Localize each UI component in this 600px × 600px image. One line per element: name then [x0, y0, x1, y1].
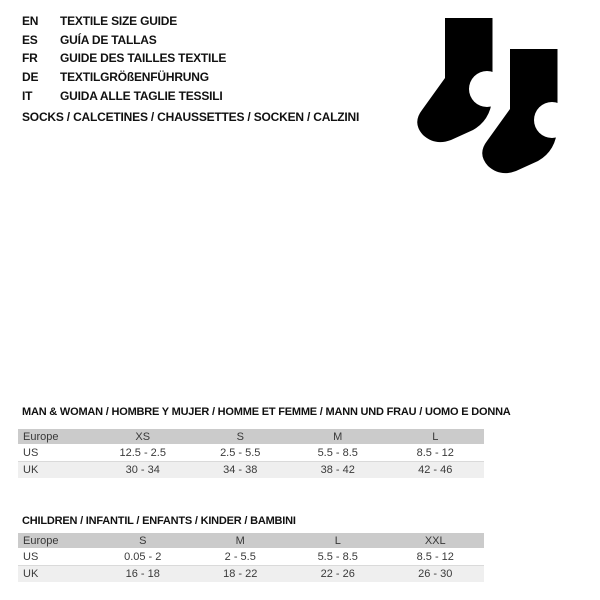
size-cell: 34 - 38 — [192, 462, 290, 479]
language-code: EN — [22, 14, 39, 29]
category-title: SOCKS / CALCETINES / CHAUSSETTES / SOCKEN / CALZINI — [22, 110, 360, 124]
language-row — [22, 68, 226, 87]
size-cell: 5.5 - 8.5 — [289, 548, 387, 566]
language-label: GUIDA ALLE TAGLIE TESSILI — [60, 88, 223, 103]
size-cell: 16 - 18 — [94, 566, 192, 583]
size-cell: 38 - 42 — [289, 462, 387, 479]
size-cell: 42 - 46 — [387, 462, 485, 479]
size-cell: 5.5 - 8.5 — [289, 444, 387, 462]
language-list — [22, 12, 226, 105]
header-cell-size: S — [94, 533, 192, 548]
region-cell: US — [18, 548, 94, 566]
language-label: GUIDE DES TAILLES TEXTILE — [60, 51, 227, 66]
table-row-us — [18, 548, 484, 566]
size-cell: 2 - 5.5 — [192, 548, 290, 566]
language-row — [22, 12, 226, 31]
size-cell: 0.05 - 2 — [94, 548, 192, 566]
size-cell: 12.5 - 2.5 — [94, 444, 192, 462]
table-row-us — [18, 444, 484, 462]
header-cell-size: M — [192, 533, 290, 548]
size-cell: 8.5 - 12 — [387, 548, 485, 566]
region-cell: UK — [18, 462, 94, 479]
region-cell: US — [18, 444, 94, 462]
language-code: ES — [22, 32, 38, 47]
region-cell: UK — [18, 566, 94, 583]
header-cell-size: XXL — [387, 533, 485, 548]
language-code: IT — [22, 88, 33, 103]
language-label: TEXTILGRÖßENFÜHRUNG — [60, 70, 209, 85]
header-cell-size: M — [289, 429, 387, 444]
language-label: GUÍA DE TALLAS — [60, 32, 157, 47]
header-cell-size: S — [192, 429, 290, 444]
size-table-adults — [18, 429, 484, 478]
socks-icon — [411, 18, 563, 176]
size-cell: 22 - 26 — [289, 566, 387, 583]
table-row-uk — [18, 566, 484, 583]
table-title-adults: MAN & WOMAN / HOMBRE Y MUJER / HOMME ET FEMME / MANN UND FRAU / UOMO E DONNA — [22, 406, 511, 418]
size-table-children — [18, 533, 484, 582]
language-row — [22, 49, 226, 68]
table-title-children: CHILDREN / INFANTIL / ENFANTS / KINDER / BAMBINI — [22, 515, 296, 527]
language-row — [22, 31, 226, 50]
header-cell-size: XS — [94, 429, 192, 444]
language-row — [22, 86, 226, 105]
size-cell: 18 - 22 — [192, 566, 290, 583]
language-label: TEXTILE SIZE GUIDE — [60, 14, 178, 29]
table-header-row — [18, 429, 484, 444]
language-code: FR — [22, 51, 38, 66]
header-cell-size: L — [387, 429, 485, 444]
header-cell-region: Europe — [18, 533, 94, 548]
size-cell: 2.5 - 5.5 — [192, 444, 290, 462]
table-row-uk — [18, 462, 484, 479]
size-cell: 26 - 30 — [387, 566, 485, 583]
header-cell-region: Europe — [18, 429, 94, 444]
header-cell-size: L — [289, 533, 387, 548]
language-code: DE — [22, 70, 39, 85]
sock-front — [482, 49, 563, 173]
table-header-row — [18, 533, 484, 548]
size-cell: 8.5 - 12 — [387, 444, 485, 462]
sock-back — [417, 18, 505, 142]
size-cell: 30 - 34 — [94, 462, 192, 479]
